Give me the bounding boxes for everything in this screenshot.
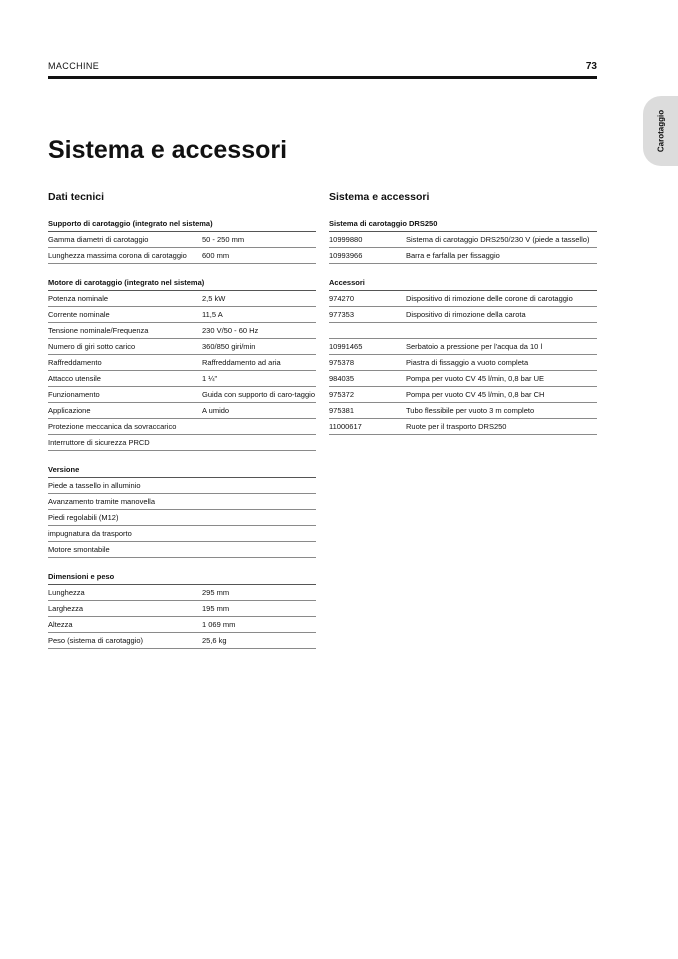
table-row [329, 248, 597, 264]
row-value: 11,5 A [202, 310, 223, 319]
row-value: A umido [202, 406, 230, 415]
row-value [202, 513, 316, 523]
row-value: 50 - 250 mm [202, 235, 245, 244]
spec-group [48, 569, 316, 649]
spec-group [48, 462, 316, 558]
row-value [202, 497, 316, 507]
page-title: Sistema e accessori [48, 136, 288, 164]
table-row [329, 387, 597, 403]
row-key: Avanzamento tramite manovella [48, 497, 155, 506]
row-key: 10999880 [329, 235, 363, 244]
row-value [406, 326, 597, 336]
row-value: Tubo flessibile per vuoto 3 m completo [406, 406, 535, 415]
row-key: Attacco utensile [48, 374, 101, 383]
table-row [329, 323, 597, 339]
group-title: Accessori [329, 275, 597, 291]
table-row [48, 371, 316, 387]
row-key: Lunghezza [48, 588, 85, 597]
table-row [48, 232, 316, 248]
table-row [329, 307, 597, 323]
table-row [329, 291, 597, 307]
row-value: Ruote per il trasporto DRS250 [406, 422, 507, 431]
row-key: Protezione meccanica da sovraccarico [48, 422, 177, 431]
row-value: 25,6 kg [202, 636, 227, 645]
table-row [329, 339, 597, 355]
table-row [48, 526, 316, 542]
table-row [48, 339, 316, 355]
row-value: 360/850 giri/min [202, 342, 256, 351]
row-key: 974270 [329, 294, 355, 303]
row-key: 975372 [329, 390, 355, 399]
table-row [48, 291, 316, 307]
table-row [329, 232, 597, 248]
header-rule [48, 76, 597, 79]
row-key: Applicazione [48, 406, 91, 415]
row-value [202, 529, 316, 539]
row-key: Piede a tassello in alluminio [48, 481, 141, 490]
row-key: Larghezza [48, 604, 84, 613]
left-column [48, 191, 316, 660]
row-value: Piastra di fissaggio a vuoto completa [406, 358, 529, 367]
row-value [202, 438, 316, 448]
table-row [48, 387, 316, 403]
row-value: 600 mm [202, 251, 230, 260]
table-row [48, 323, 316, 339]
table-row [48, 355, 316, 371]
table-row [329, 419, 597, 435]
row-value: Barra e farfalla per fissaggio [406, 251, 500, 260]
row-value: Pompa per vuoto CV 45 l/min, 0,8 bar CH [406, 390, 545, 399]
table-row [48, 617, 316, 633]
row-value: 2,5 kW [202, 294, 226, 303]
row-value: 195 mm [202, 604, 230, 613]
row-key: Interruttore di sicurezza PRCD [48, 438, 150, 447]
table-row [48, 307, 316, 323]
row-value: Dispositivo di rimozione delle corone di carotaggio [406, 294, 573, 303]
page-number: 73 [585, 61, 597, 72]
left-groups [48, 216, 316, 649]
column-heading: Dati tecnici [48, 191, 105, 203]
row-key [329, 326, 406, 336]
row-key: Altezza [48, 620, 73, 629]
spec-group [48, 275, 316, 451]
table-row [48, 633, 316, 649]
row-key: 11000617 [329, 422, 362, 431]
side-tab-label: Carotaggio [656, 109, 665, 153]
row-value: Raffreddamento ad aria [202, 358, 281, 367]
row-value: 295 mm [202, 588, 230, 597]
column-heading: Sistema e accessori [329, 191, 430, 203]
table-row [48, 419, 316, 435]
row-value [202, 545, 316, 555]
row-value [202, 422, 316, 432]
row-value [202, 481, 316, 491]
row-key: Motore smontabile [48, 545, 110, 554]
row-key: 984035 [329, 374, 355, 383]
table-row [48, 248, 316, 264]
row-key: 975381 [329, 406, 355, 415]
table-row [48, 510, 316, 526]
right-groups [329, 216, 597, 435]
table-row [48, 585, 316, 601]
table-row [48, 601, 316, 617]
table-row [48, 435, 316, 451]
group-title: Dimensioni e peso [48, 569, 316, 585]
group-title: Sistema di carotaggio DRS250 [329, 216, 597, 232]
group-title: Versione [48, 462, 316, 478]
group-title: Supporto di carotaggio (integrato nel sistema) [48, 216, 316, 232]
table-row [329, 355, 597, 371]
row-key: Piedi regolabili (M12) [48, 513, 119, 522]
row-key: Potenza nominale [48, 294, 109, 303]
table-row [329, 371, 597, 387]
row-key: Numero di giri sotto carico [48, 342, 136, 351]
row-value: 1 069 mm [202, 620, 236, 629]
spec-group [329, 216, 597, 264]
row-key: Funzionamento [48, 390, 100, 399]
row-key: Gamma diametri di carotaggio [48, 235, 149, 244]
row-key: Raffreddamento [48, 358, 102, 367]
row-value: Dispositivo di rimozione della carota [406, 310, 526, 319]
row-key: 975378 [329, 358, 355, 367]
row-value: Guida con supporto di caro-taggio [202, 390, 315, 399]
table-row [48, 403, 316, 419]
table-row [48, 494, 316, 510]
table-row [48, 542, 316, 558]
row-key: impugnatura da trasporto [48, 529, 132, 538]
side-tab [643, 96, 678, 166]
row-key: Tensione nominale/Frequenza [48, 326, 149, 335]
row-value: Pompa per vuoto CV 45 l/min, 0,8 bar UE [406, 374, 544, 383]
row-key: 10991465 [329, 342, 363, 351]
row-value: Serbatoio a pressione per l'acqua da 10 l [406, 342, 543, 351]
row-key: Lunghezza massima corona di carotaggio [48, 251, 187, 260]
row-key: 977353 [329, 310, 355, 319]
row-key: 10993966 [329, 251, 363, 260]
row-key: Corrente nominale [48, 310, 110, 319]
group-title: Motore di carotaggio (integrato nel sistema) [48, 275, 316, 291]
spec-group [329, 275, 597, 435]
table-row [329, 403, 597, 419]
spec-group [48, 216, 316, 264]
section-label: MACCHINE [48, 61, 100, 71]
table-row [48, 478, 316, 494]
row-key: Peso (sistema di carotaggio) [48, 636, 144, 645]
row-value: Sistema di carotaggio DRS250/230 V (piede a tassello) [406, 235, 590, 244]
row-value: 1 ¼" [202, 374, 218, 383]
right-column [329, 191, 597, 446]
row-value: 230 V/50 - 60 Hz [202, 326, 259, 335]
